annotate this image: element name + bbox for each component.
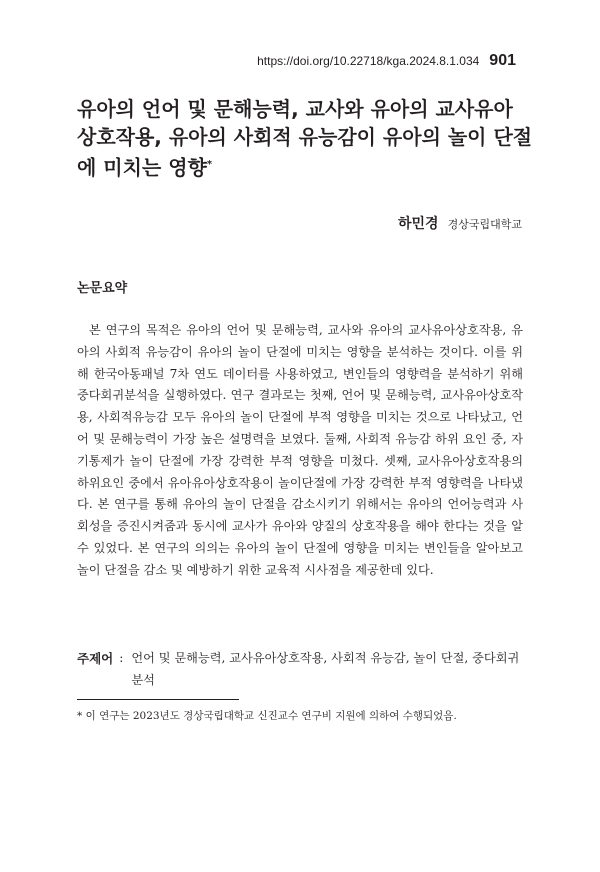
- keywords-separator: :: [119, 651, 124, 665]
- paper-title: [77, 95, 537, 182]
- doi-link[interactable]: https://doi.org/10.22718/kga.2024.8.1.034: [257, 54, 480, 68]
- abstract-heading: 논문요약: [77, 281, 128, 296]
- page-number: 901: [489, 52, 516, 69]
- author-affiliation: 경상국립대학교: [447, 218, 522, 231]
- keywords-text: 언어 및 문해능력, 교사유아상호작용, 사회적 유능감, 놀이 단절, 중다회귀분석: [131, 651, 520, 687]
- author-block: [398, 213, 522, 233]
- footnote-divider: [77, 699, 239, 700]
- page-header: [257, 52, 516, 70]
- keywords-label: 주제어: [77, 651, 114, 666]
- paper-title-text: 유아의 언어 및 문해능력, 교사와 유아의 교사유아 상호작용, 유아의 사회적 유능감이 유아의 놀이 단절에 미치는 영향: [77, 97, 533, 180]
- title-footnote-mark: *: [206, 159, 213, 170]
- author-name: 하민경: [397, 216, 439, 232]
- keywords-block: [77, 648, 523, 691]
- footnote: * 이 연구는 2023년도 경상국립대학교 신진교수 연구비 지원에 의하여 수행되었음.: [77, 710, 457, 722]
- abstract-body: 본 연구의 목적은 유아의 언어 및 문해능력, 교사와 유아의 교사유아상호작용, 유아의 사회적 유능감이 유아의 놀이 단절에 미치는 영향을 분석하는 것이다. 이를 위해 한국아동패널 7차 연도 데이터를 사용하였고, 변인들의 영향력을 분석하기 위해 중다회귀분석을 실행하였다. 연구 결과로는 첫째, 언어 및 문해능력, 교사유아상호작용, 사회적유능감 모두 유아의 놀이 단절에 부적 영향을 미치는 것으로 나타났고, 언어 및 문해능력이 가장 높은 설명력을 보였다. 둘째, 사회적 유능감 하위 요인 중, 자기통제가 놀이 단절에 가장 강력한 부적 영향을 미쳤다. 셋째, 교사유아상호작용의 하위요인 중에서 유아유아상호작용이 놀이단절에 가장 강력한 부적 영향력을 나타냈다. 본 연구를 통해 유아의 놀이 단절을 감소시키기 위해서는 유아의 언어능력과 사회성을 증진시켜줌과 동시에 교사가 유아와 양질의 상호작용을 해야 한다는 것을 알 수 있었다. 본 연구의 의의는 유아의 놀이 단절에 영향을 미치는 변인들을 알아보고 놀이 단절을 감소 및 예방하기 위한 교육적 시사점을 제공한데 있다.: [77, 323, 523, 577]
